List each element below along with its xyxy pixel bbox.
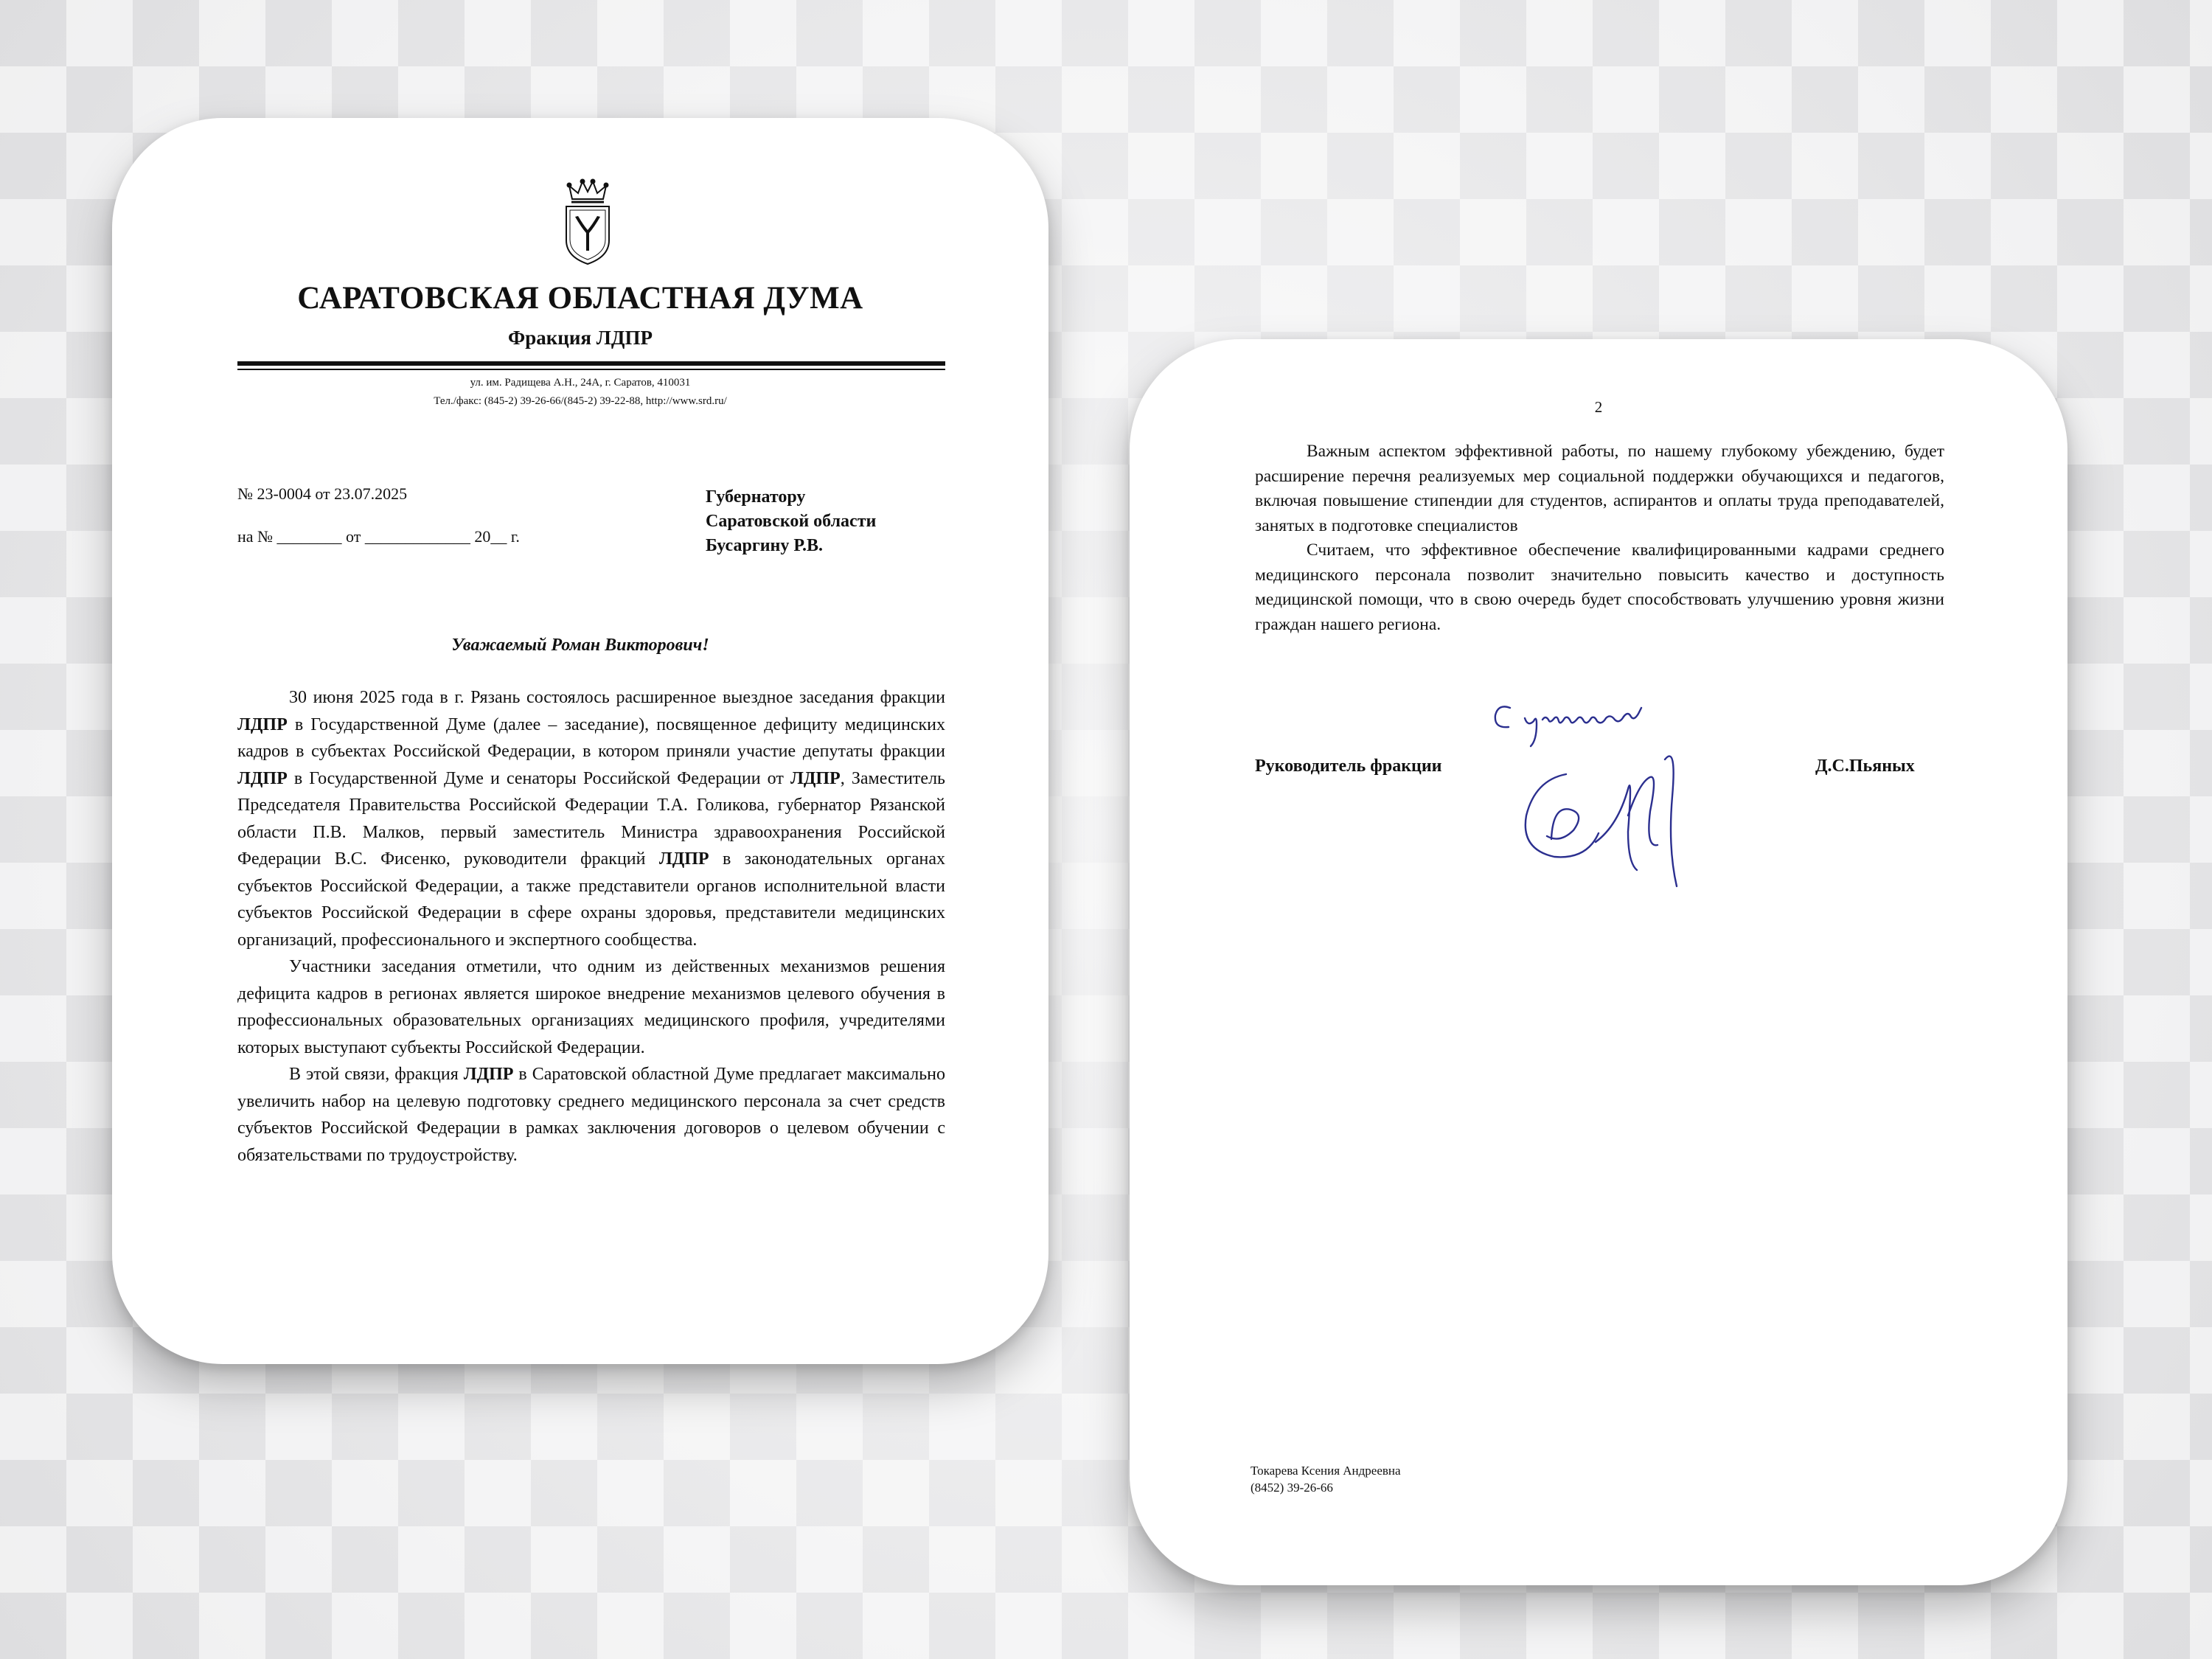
body-text: в Государственной Думе и сенаторы Российской Федерации от [287,768,790,788]
handwritten-signature [1484,686,1778,914]
address-block [112,374,1048,411]
executor-name: Токарева Ксения Андреевна [1251,1464,1401,1478]
body-paragraph [237,1061,945,1169]
letter-body [1255,439,1944,637]
party-name: ЛДПР [658,849,709,869]
party-name: ЛДПР [790,768,841,788]
addressee-line: Бусаргину Р.В. [706,536,824,555]
body-text: В этой связи, фракция [289,1065,464,1084]
addressee-block [706,485,876,558]
party-name: ЛДПР [463,1065,514,1084]
party-name: ЛДПР [237,768,288,788]
body-text: в законодательных органах субъектов Российской Федерации, а также представители органов исполнительной власти субъектов Российской Федерации в сфере охраны здоровья, представители медицинских организаций, профессионального и экспертного сообщества. [237,849,945,950]
registration-number: № 23-0004 от 23.07.2025 [237,484,408,503]
saratov-coat-of-arms-icon [562,178,613,267]
organization-title: САРАТОВСКАЯ ОБЛАСТНАЯ ДУМА [297,281,863,316]
page-number: 2 [1594,398,1603,416]
executor-block [1251,1462,1401,1496]
addressee-line: Губернатору [706,487,806,507]
body-paragraph: Участники заседания отметили, что одним из действенных механизмов решения дефицита кадров в регионах является широкое внедрение механизмов целевого обучения в профессиональных образовательных организациях медицинского профиля, учредителями которых выступают субъекты Российской Федерации. [237,957,945,1057]
greeting: Уважаемый Роман Викторович! [451,636,709,655]
letter-page-1 [112,118,1048,1364]
header-divider-thin [237,369,945,370]
registration-reference: на № ________ от _____________ 20__ г. [237,527,520,546]
addressee-line: Саратовской области [706,512,877,531]
body-text: в Государственной Думе (далее – заседание), посвященное дефициту медицинских кадров в субъектах Российской Федерации, в котором приняли участие депутаты фракции [237,714,945,761]
header-divider-thick [237,361,945,366]
signatory-role: Руководитель фракции [1255,757,1442,776]
body-paragraph [237,684,945,953]
signatory-name: Д.С.Пьяных [1815,757,1915,776]
body-text: в Саратовской областной Думе предлагает максимально увеличить набор на целевую подготовку среднего медицинского персонала за счет средств субъектов Российской Федерации в рамках заключения договоров о целевом обучении с обязательствами по трудоустройству. [237,1065,945,1165]
body-text: 30 июня 2025 года в г. Рязань состоялось расширенное выездное заседания фракции [289,688,945,707]
body-paragraph: Считаем, что эффективное обеспечение квалифицированными кадрами среднего медицинского персонала позволит значительно повысить качество и доступность медицинской помощи, что в свою очередь будет способствовать улучшению уровня жизни граждан нашего региона. [1255,540,1944,634]
body-paragraph: Важным аспектом эффективной работы, по нашему глубокому убеждению, будет расширение перечня реализуемых мер социальной поддержки обучающихся и педагогов, включая повышение стипендии для студентов, аспирантов и оплаты труда преподавателей, занятых в подготовке специалистов [1255,442,1944,535]
letter-body [237,684,945,1169]
body-text: , Заместитель Председателя Правительства Российской Федерации Т.А. Голикова, губернатор Рязанской области П.В. Малков, первый заместитель Министра здравоохранения Российской Федерации В.С. Фисенко, руководители фракций [237,768,945,869]
party-name: ЛДПР [237,714,288,734]
letter-page-2 [1130,339,2067,1585]
contacts-line: Тел./факс: (845-2) 39-26-66/(845-2) 39-22-88, http://www.srd.ru/ [434,395,727,407]
executor-phone: (8452) 39-26-66 [1251,1481,1333,1495]
address-line: ул. им. Радищева А.Н., 24А, г. Саратов, 410031 [470,377,691,389]
faction-subtitle: Фракция ЛДПР [508,327,653,349]
